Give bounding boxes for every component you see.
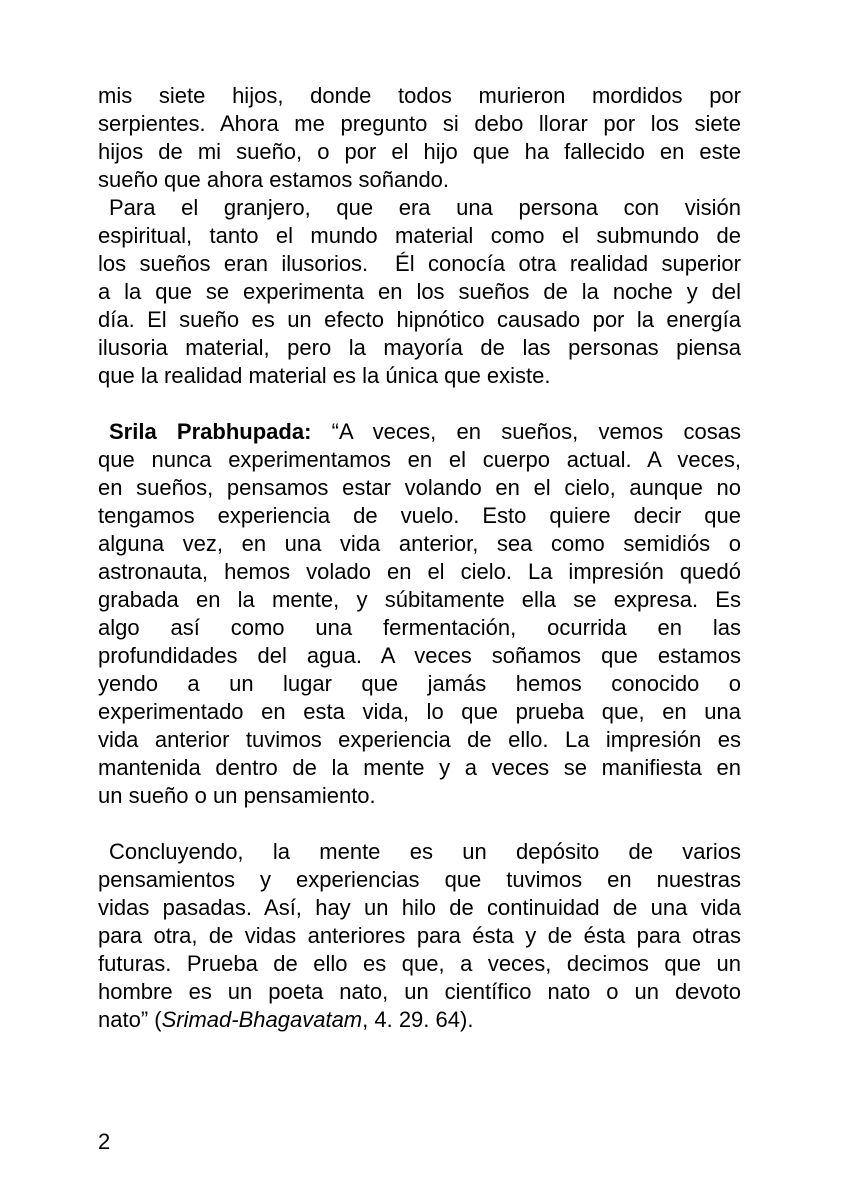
text-run: mis siete hijos, donde todos murieron mordidos por <box>98 83 741 108</box>
text-run: hombre es un poeta nato, un científico nato o un devoto <box>98 979 741 1004</box>
text-run: algo así como una fermentación, ocurrida en las <box>98 615 741 640</box>
text-run: vida anterior tuvimos experiencia de ello. La impresión es <box>98 727 741 752</box>
text-line <box>98 418 741 446</box>
text-run: que nunca experimentamos en el cuerpo actual. A veces, <box>98 447 741 472</box>
text-run: a la que se experimenta en los sueños de la noche y del <box>98 279 741 304</box>
text-run: futuras. Prueba de ello es que, a veces, decimos que un <box>98 951 741 976</box>
text-line <box>98 194 741 222</box>
text-line <box>98 1006 741 1034</box>
text-line <box>98 614 741 642</box>
text-line <box>98 754 741 782</box>
paragraph <box>98 418 741 810</box>
paragraph <box>98 82 741 194</box>
text-line <box>98 838 741 866</box>
text-line <box>98 138 741 166</box>
text-run: ilusoria material, pero la mayoría de las personas piensa <box>98 335 741 360</box>
text-run: Concluyendo, la mente es un depósito de varios <box>109 839 741 864</box>
text-run: los sueños eran ilusorios. Él conocía otra realidad superior <box>98 251 741 276</box>
text-line <box>98 166 741 194</box>
text-run: “A veces, en sueños, vemos cosas <box>311 419 741 444</box>
text-line <box>98 530 741 558</box>
text-line <box>98 950 741 978</box>
text-run: alguna vez, en una vida anterior, sea como semidiós o <box>98 531 741 556</box>
text-line <box>98 922 741 950</box>
text-run: tengamos experiencia de vuelo. Esto quiere decir que <box>98 503 741 528</box>
text-run: , 4. 29. 64). <box>362 1007 474 1032</box>
text-line <box>98 698 741 726</box>
text-line <box>98 866 741 894</box>
text-run: sueño que ahora estamos soñando. <box>98 167 450 192</box>
text-line <box>98 82 741 110</box>
text-run: vidas pasadas. Así, hay un hilo de continuidad de una vida <box>98 895 741 920</box>
text-run: hijos de mi sueño, o por el hijo que ha fallecido en este <box>98 139 741 164</box>
text-run: Srila Prabhupada: <box>109 419 312 444</box>
text-run: un sueño o un pensamiento. <box>98 783 376 808</box>
text-run: Srimad-Bhagavatam <box>161 1007 363 1032</box>
text-line <box>98 110 741 138</box>
text-run: yendo a un lugar que jamás hemos conocido o <box>98 671 741 696</box>
text-line <box>98 446 741 474</box>
paragraph <box>98 838 741 1034</box>
text-line <box>98 782 741 810</box>
text-run: pensamientos y experiencias que tuvimos en nuestras <box>98 867 741 892</box>
text-line <box>98 362 741 390</box>
text-run: que la realidad material es la única que existe. <box>98 363 551 388</box>
text-line <box>98 642 741 670</box>
text-line <box>98 978 741 1006</box>
text-run: para otra, de vidas anteriores para ésta y de ésta para otras <box>98 923 741 948</box>
text-line <box>98 502 741 530</box>
text-run: Para el granjero, que era una persona con visión <box>109 195 741 220</box>
text-run: día. El sueño es un efecto hipnótico causado por la energía <box>98 307 741 332</box>
text-line <box>98 670 741 698</box>
text-line <box>98 894 741 922</box>
text-run: grabada en la mente, y súbitamente ella se expresa. Es <box>98 587 741 612</box>
text-line <box>98 558 741 586</box>
text-run: experimentado en esta vida, lo que prueba que, en una <box>98 699 741 724</box>
text-run: espiritual, tanto el mundo material como el submundo de <box>98 223 741 248</box>
text-line <box>98 334 741 362</box>
text-run: mantenida dentro de la mente y a veces se manifiesta en <box>98 755 741 780</box>
text-line <box>98 726 741 754</box>
text-run: nato” ( <box>98 1007 162 1032</box>
page-text <box>98 82 741 1034</box>
text-line <box>98 250 741 278</box>
text-line <box>98 222 741 250</box>
text-line <box>98 586 741 614</box>
text-line <box>98 278 741 306</box>
text-run: en sueños, pensamos estar volando en el cielo, aunque no <box>98 475 741 500</box>
paragraph <box>98 194 741 390</box>
text-line <box>98 474 741 502</box>
text-run: profundidades del agua. A veces soñamos que estamos <box>98 643 741 668</box>
text-run: serpientes. Ahora me pregunto si debo llorar por los siete <box>98 111 741 136</box>
page-number: 2 <box>98 1129 111 1154</box>
text-line <box>98 306 741 334</box>
text-run: astronauta, hemos volado en el cielo. La impresión quedó <box>98 559 741 584</box>
